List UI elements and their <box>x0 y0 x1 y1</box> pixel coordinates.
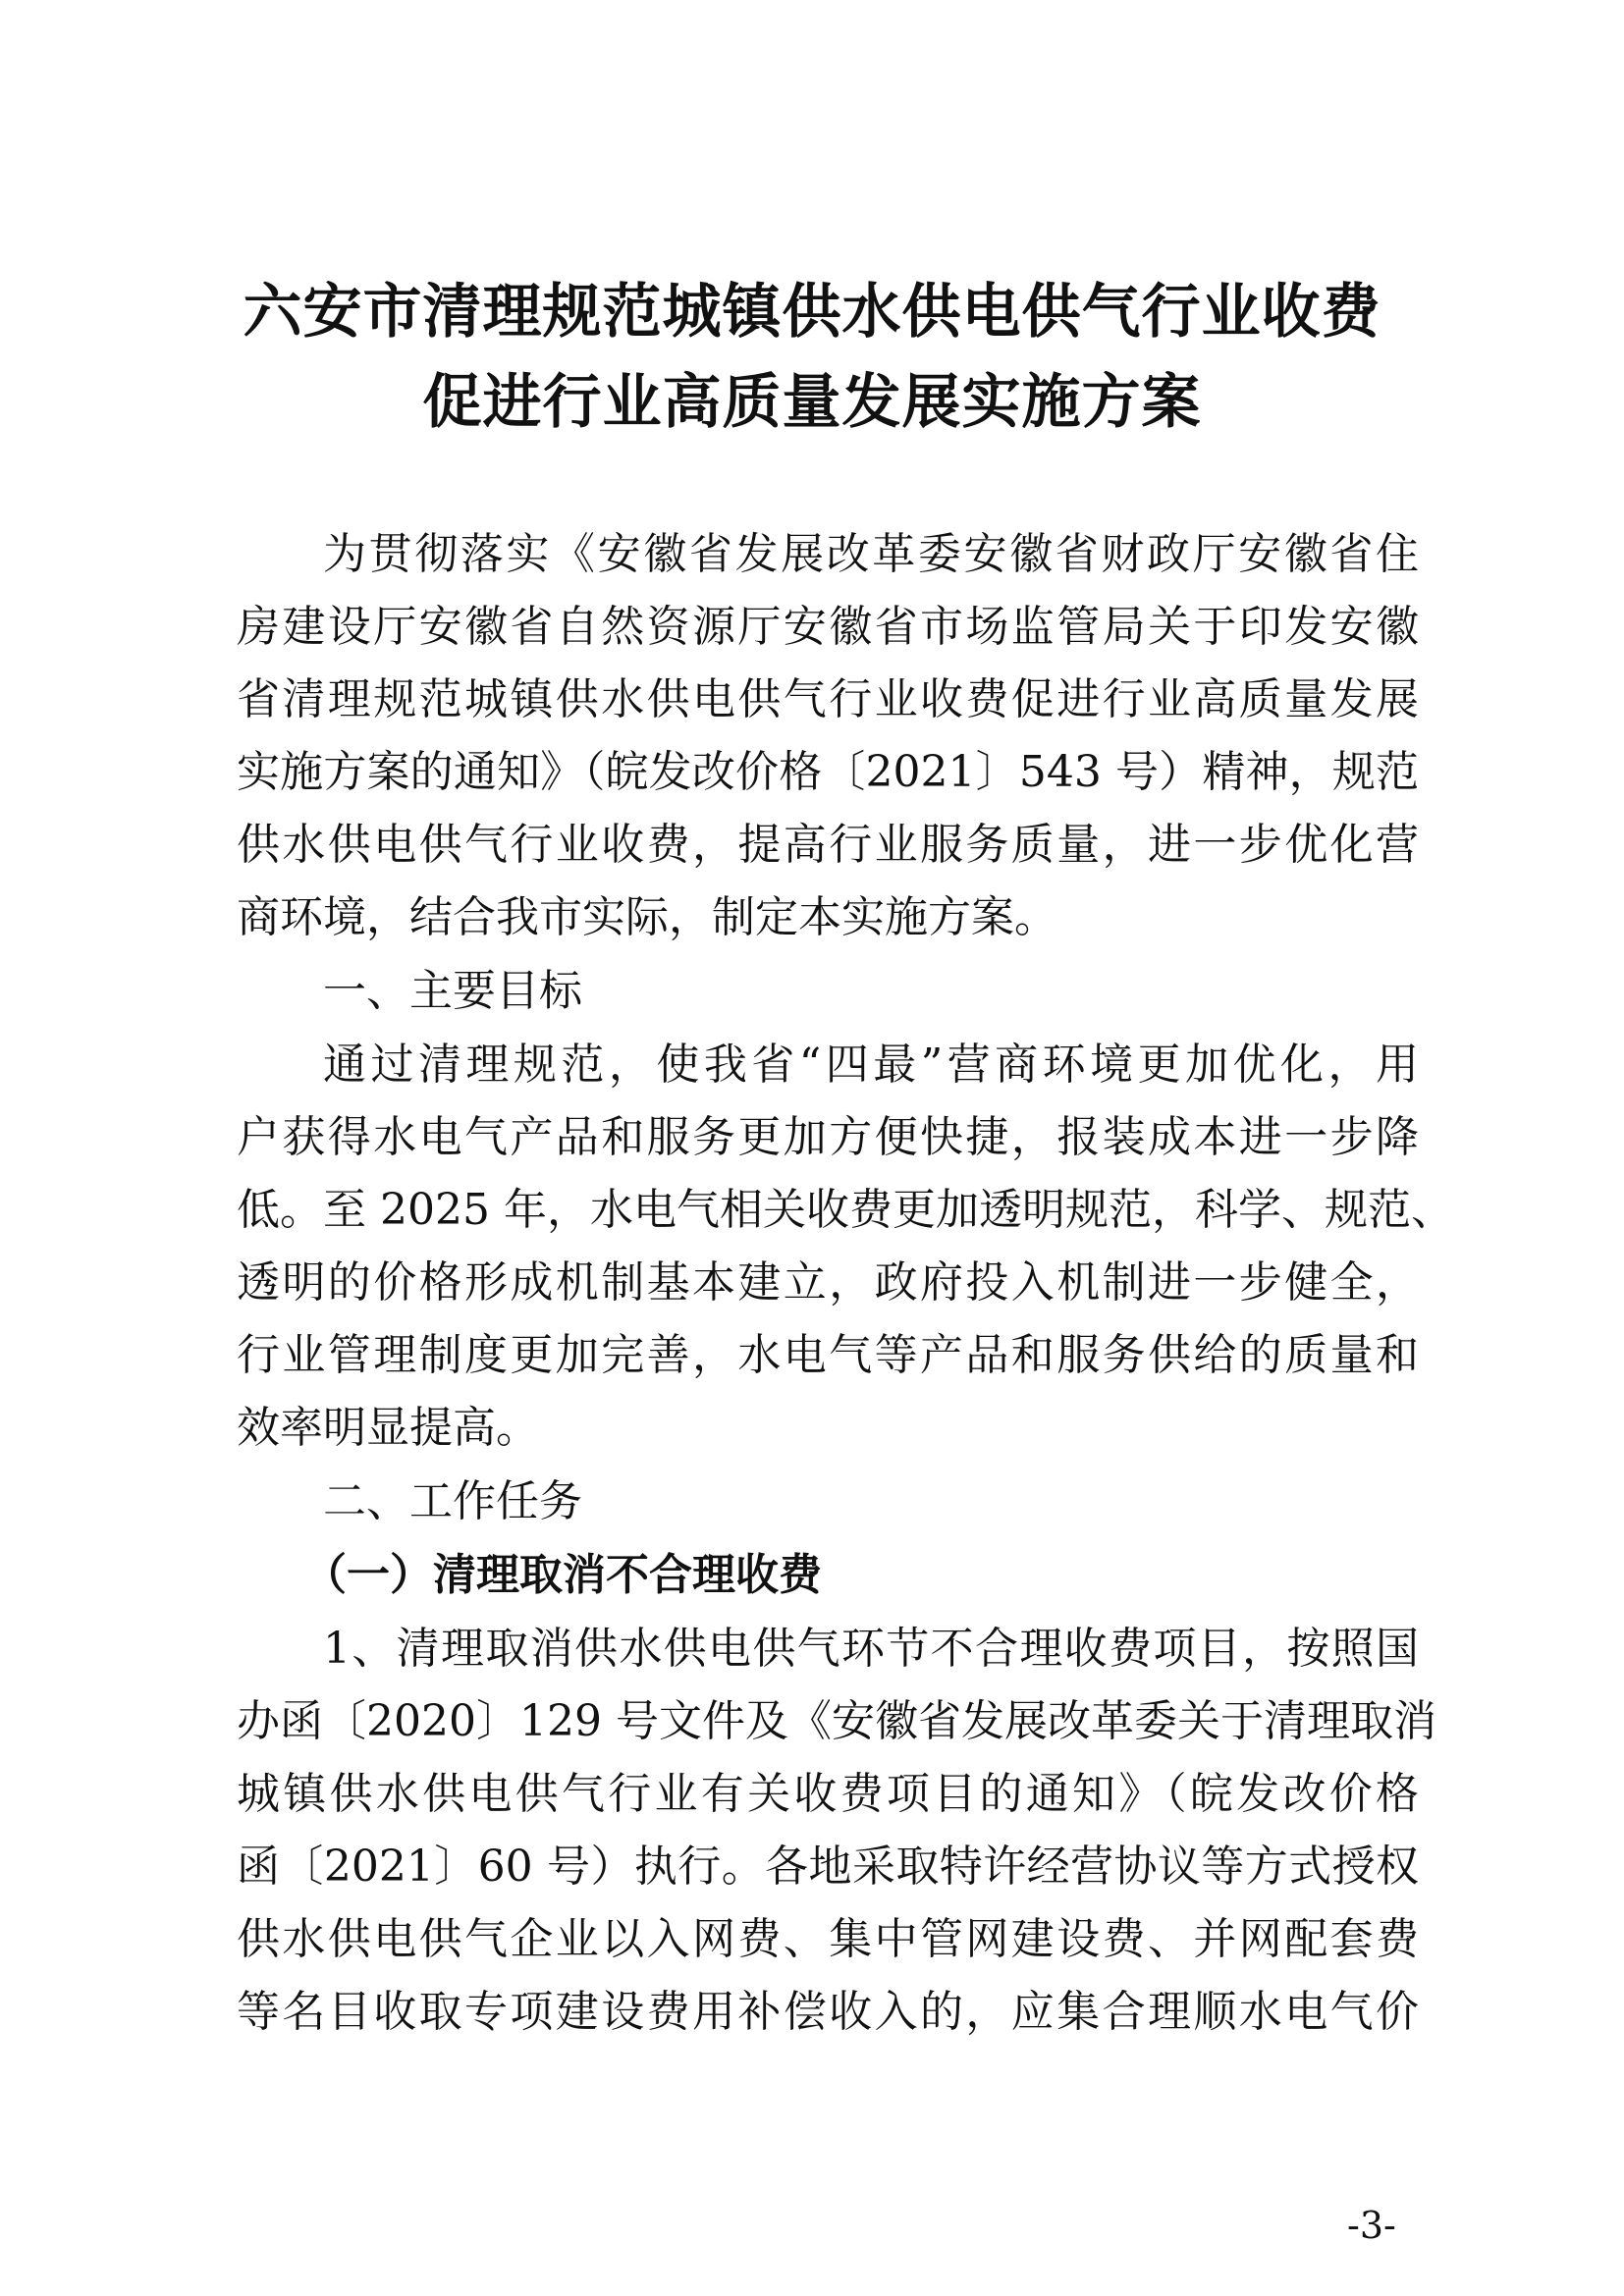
intro-line-6: 商环境，结合我市实际，制定本实施方案。 <box>237 892 1057 942</box>
item1-line-3: 城镇供水供电供气行业有关收费项目的通知》（皖发改价格 <box>237 1769 1419 1819</box>
goals-line-5: 行业管理制度更加完善，水电气等产品和服务供给的质量和 <box>237 1330 1419 1380</box>
section-heading-goals: 一、主要目标 <box>323 966 582 1016</box>
document-title-line-1: 六安市清理规范城镇供水供电供气行业收费 <box>243 278 1381 347</box>
item1-line-2: 办函〔2020〕129 号文件及《安徽省发展改革委关于清理取消 <box>237 1696 1436 1746</box>
subsection-heading-fees: （一）清理取消不合理收费 <box>303 1550 822 1600</box>
item1-line-1: 1、清理取消供水供电供气环节不合理收费项目，按照国 <box>323 1624 1419 1674</box>
goals-line-4: 透明的价格形成机制基本建立，政府投入机制进一步健全， <box>237 1257 1419 1308</box>
goals-line-3: 低。至 2025 年，水电气相关收费更加透明规范，科学、规范、 <box>237 1185 1454 1235</box>
intro-line-3: 省清理规范城镇供水供电供气行业收费促进行业高质量发展 <box>237 674 1419 724</box>
item1-line-5: 供水供电供气企业以入网费、集中管网建设费、并网配套费 <box>237 1914 1419 1964</box>
section-heading-tasks: 二、工作任务 <box>323 1476 582 1526</box>
intro-line-5: 供水供电供气行业收费，提高行业服务质量，进一步优化营 <box>237 820 1419 870</box>
intro-line-4: 实施方案的通知》（皖发改价格〔2021〕543 号）精神，规范 <box>237 747 1419 797</box>
item1-line-4: 函〔2021〕60 号）执行。各地采取特许经营协议等方式授权 <box>237 1842 1419 1892</box>
item1-line-6: 等名目收取专项建设费用补偿收入的，应集合理顺水电气价 <box>237 1987 1419 2037</box>
document-title-line-2: 促进行业高质量发展实施方案 <box>422 368 1202 437</box>
goals-line-1: 通过清理规范，使我省“四最”营商环境更加优化，用 <box>323 1040 1419 1090</box>
goals-line-2: 户获得水电气产品和服务更加方便快捷，报装成本进一步降 <box>237 1112 1419 1162</box>
intro-line-2: 房建设厅安徽省自然资源厅安徽省市场监管局关于印发安徽 <box>237 602 1419 652</box>
page-number: -3- <box>1347 2204 1396 2247</box>
goals-line-6: 效率明显提高。 <box>237 1403 539 1453</box>
intro-line-1: 为贯彻落实《安徽省发展改革委安徽省财政厅安徽省住 <box>323 529 1419 579</box>
